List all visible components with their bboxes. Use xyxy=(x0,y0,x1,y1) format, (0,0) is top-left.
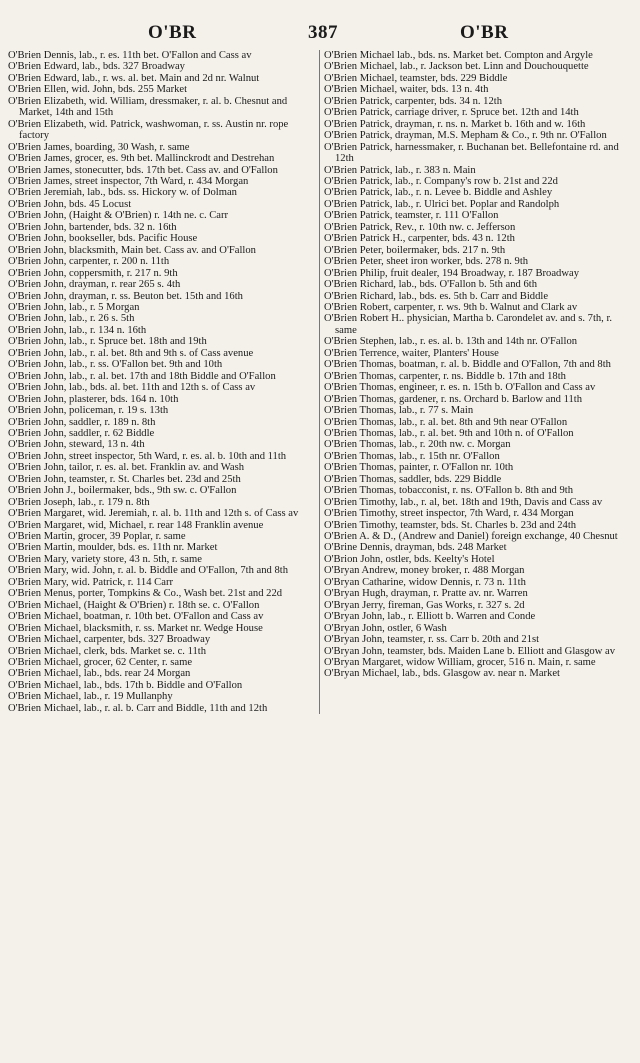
directory-entry: O'Brien John, lab., r. ss. O'Fallon bet. 9th and 10th xyxy=(8,359,223,371)
directory-entry: O'Brien Elizabeth, wid. Patrick, washwoman, r. ss. Austin nr. rope factory xyxy=(8,118,289,142)
directory-entry: O'Brien Thomas, lab., r. 15th nr. O'Fallon xyxy=(324,450,500,462)
directory-entry: O'Brien Michael, blacksmith, r. ss. Market nr. Wedge House xyxy=(8,622,263,634)
directory-entry: O'Brien Patrick, lab., r. Company's row b. 21st and 22d xyxy=(324,175,558,187)
directory-entry: O'Brien Margaret, wid, Michael, r. rear 148 Franklin avenue xyxy=(8,519,264,531)
directory-entry: O'Brien John, steward, 13 n. 4th xyxy=(8,439,145,451)
directory-entry: O'Brien John, lab., r. 134 n. 16th xyxy=(8,324,147,336)
directory-entry: O'Brien Thomas, painter, r. O'Fallon nr. 10th xyxy=(324,462,514,474)
directory-entry: O'Brien Michael, boatman, r. 10th bet. O'Fallon and Cass av xyxy=(8,611,264,623)
directory-entry: O'Brine Dennis, drayman, bds. 248 Market xyxy=(324,542,507,554)
directory-entry: O'Brien Margaret, wid. Jeremiah, r. al. b. 11th and 12th s. of Cass av xyxy=(8,508,299,520)
directory-entry: O'Brien Mary, wid. John, r. al. b. Biddle and O'Fallon, 7th and 8th xyxy=(8,565,289,577)
directory-entry: O'Brien John, carpenter, r. 200 n. 11th xyxy=(8,256,170,268)
directory-entry: O'Brien John, lab., r. al. bet. 17th and 18th Biddle and O'Fallon xyxy=(8,370,276,382)
directory-entry: O'Brien Patrick, carriage driver, r. Spruce bet. 12th and 14th xyxy=(324,107,579,119)
directory-entry: O'Brien Ellen, wid. John, bds. 255 Market xyxy=(8,84,188,96)
directory-entry: O'Bryan Catharine, widow Dennis, r. 73 n. 11th xyxy=(324,576,526,588)
directory-entry: O'Brien Thomas, gardener, r. ns. Orchard b. Barlow and 11th xyxy=(324,393,583,405)
directory-entry: O'Brien Patrick, lab., r. n. Levee b. Biddle and Ashley xyxy=(324,187,553,199)
directory-entry: O'Brien Thomas, lab., r. 20th nw. c. Morgan xyxy=(324,439,511,451)
directory-entry: O'Brien John, saddler, r. 62 Biddle xyxy=(8,427,155,439)
directory-entry: O'Brien John, street inspector, 5th Ward, r. es. al. b. 10th and 11th xyxy=(8,450,287,462)
directory-entry: O'Brien John, (Haight & O'Brien) r. 14th ne. c. Carr xyxy=(8,210,229,222)
right-column xyxy=(320,50,632,714)
directory-entry: O'Brien Edward, lab., r. ws. al. bet. Main and 2d nr. Walnut xyxy=(8,72,260,84)
directory-entry: O'Brien Elizabeth, wid. William, dressmaker, r. al. b. Chesnut and Market, 14th and 15th xyxy=(8,95,288,119)
directory-entry: O'Brien John, lab., r. 26 s. 5th xyxy=(8,313,135,325)
directory-entry: O'Brien Michael, lab., r. al. b. Carr and Biddle, 11th and 12th xyxy=(8,702,268,714)
directory-entry: O'Brien Michael, lab., r. Jackson bet. Linn and Douchouquette xyxy=(324,61,589,73)
directory-entry: O'Brien Edward, lab., bds. 327 Broadway xyxy=(8,61,185,73)
directory-entry: O'Brien Michael, teamster, bds. 229 Biddle xyxy=(324,72,508,84)
directory-entry: O'Brien John, coppersmith, r. 217 n. 9th xyxy=(8,267,178,279)
directory-columns xyxy=(8,50,632,714)
directory-entry: O'Brien Robert H.. physician, Martha b. Carondelet av. and s. 7th, r. same xyxy=(324,313,613,336)
directory-entry: O'Brien John, drayman, r. ss. Beuton bet. 15th and 16th xyxy=(8,290,243,302)
page-header xyxy=(8,22,632,48)
directory-entry: O'Brien Michael, clerk, bds. Market se. c. 11th xyxy=(8,645,207,657)
directory-entry: O'Brien Thomas, engineer, r. es. n. 15th b. O'Fallon and Cass av xyxy=(324,382,596,394)
directory-entry: O'Brien John, lab., r. Spruce bet. 18th and 19th xyxy=(8,336,207,348)
directory-entry: O'Brien Michael, lab., bds. 17th b. Biddle and O'Fallon xyxy=(8,679,243,691)
directory-entry: O'Brien James, boarding, 30 Wash, r. same xyxy=(8,141,190,153)
running-head-right: O'BR xyxy=(460,22,509,43)
directory-entry: O'Brien Jeremiah, lab., bds. ss. Hickory w. of Dolman xyxy=(8,187,237,199)
directory-entry: O'Brien John, lab., bds. al. bet. 11th and 12th s. of Cass av xyxy=(8,382,256,394)
directory-entry: O'Bryan John, teamster, bds. Maiden Lane b. Elliott and Glasgow av xyxy=(324,645,615,657)
directory-entry: O'Brien Patrick, carpenter, bds. 34 n. 12th xyxy=(324,95,503,107)
directory-entry: O'Brien Robert, carpenter, r. ws. 9th b. Walnut and Clark av xyxy=(324,301,578,313)
directory-entry: O'Brien John, teamster, r. St. Charles bet. 23d and 25th xyxy=(8,473,241,485)
directory-entry: O'Brien John, lab., r. 5 Morgan xyxy=(8,301,140,313)
directory-entry: O'Brien John, lab., r. al. bet. 8th and 9th s. of Cass avenue xyxy=(8,347,254,359)
directory-entry: O'Brien Thomas, saddler, bds. 229 Biddle xyxy=(324,473,502,485)
directory-entry: O'Brien Martin, grocer, 39 Poplar, r. same xyxy=(8,531,186,543)
directory-entry: O'Brien Mary, variety store, 43 n. 5th, r. same xyxy=(8,553,202,565)
directory-entry: O'Brien Peter, sheet iron worker, bds. 278 n. 9th xyxy=(324,256,529,268)
directory-entry: O'Brien Thomas, boatman, r. al. b. Biddle and O'Fallon, 7th and 8th xyxy=(324,359,611,371)
directory-entry: O'Brien Michael, waiter, bds. 13 n. 4th xyxy=(324,84,489,96)
directory-entry: O'Brien James, grocer, es. 9th bet. Mallinckrodt and Destrehan xyxy=(8,153,275,165)
directory-entry: O'Brien John, plasterer, bds. 164 n. 10th xyxy=(8,393,179,405)
directory-entry: O'Brien Martin, moulder, bds. es. 11th nr. Market xyxy=(8,542,218,554)
running-head-left: O'BR xyxy=(148,22,197,43)
directory-entry: O'Bryan Michael, lab., bds. Glasgow av. near n. Market xyxy=(324,668,560,680)
directory-entry: O'Bryan Hugh, drayman, r. Pratte av. nr. Warren xyxy=(324,588,528,600)
directory-entry: O'Brien John, tailor, r. es. al. bet. Franklin av. and Wash xyxy=(8,462,245,474)
directory-entry: O'Brien Philip, fruit dealer, 194 Broadway, r. 187 Broadway xyxy=(324,267,579,279)
directory-entry: O'Brien Thomas, lab., r. al. bet. 9th and 10th n. of O'Fallon xyxy=(324,427,574,439)
directory-entry: O'Brien Mary, wid. Patrick, r. 114 Carr xyxy=(8,576,173,588)
directory-entry: O'Brien Michael lab., bds. ns. Market bet. Compton and Argyle xyxy=(324,50,593,61)
directory-entry: O'Brien Patrick H., carpenter, bds. 43 n. 12th xyxy=(324,233,515,245)
directory-entry: O'Brien James, street inspector, 7th Ward, r. 434 Morgan xyxy=(8,175,249,187)
directory-entry: O'Brien Patrick, lab., r. Ulrici bet. Poplar and Randolph xyxy=(324,198,560,210)
directory-entry: O'Bryan John, teamster, r. ss. Carr b. 20th and 21st xyxy=(324,634,540,646)
directory-entry: O'Brien Patrick, teamster, r. 111 O'Fallon xyxy=(324,210,499,222)
directory-entry: O'Brien Peter, boilermaker, bds. 217 n. 9th xyxy=(324,244,506,256)
directory-entry: O'Brien James, stonecutter, bds. 17th bet. Cass av. and O'Fallon xyxy=(8,164,278,176)
directory-entry: O'Brien Patrick, harnessmaker, r. Buchanan bet. Bellefontaine rd. and 12th xyxy=(324,141,619,165)
directory-entry: O'Brien John, policeman, r. 19 s. 13th xyxy=(8,405,169,417)
directory-entry: O'Brien Timothy, lab., r. al, bet. 18th and 19th, Davis and Cass av xyxy=(324,496,603,508)
directory-entry: O'Brien John, saddler, r. 189 n. 8th xyxy=(8,416,156,428)
directory-entry: O'Brien John, drayman, r. rear 265 s. 4th xyxy=(8,279,181,291)
directory-entry: O'Brien Terrence, waiter, Planters' House xyxy=(324,347,499,359)
directory-entry: O'Brien Patrick, lab., r. 383 n. Main xyxy=(324,164,476,176)
directory-entry: O'Brien Michael, (Haight & O'Brien) r. 18th se. c. O'Fallon xyxy=(8,599,260,611)
directory-entry: O'Brien John J., boilermaker, bds., 9th sw. c. O'Fallon xyxy=(8,485,237,497)
directory-entry: O'Brien Patrick, drayman, M.S. Mepham & Co., r. 9th nr. O'Fallon xyxy=(324,130,607,142)
page-number: 387 xyxy=(308,22,338,43)
directory-entry: O'Brion John, ostler, bds. Keelty's Hotel xyxy=(324,553,495,565)
directory-entry: O'Bryan Andrew, money broker, r. 488 Morgan xyxy=(324,565,525,577)
directory-entry: O'Bryan John, ostler, 6 Wash xyxy=(324,622,447,634)
directory-entry: O'Bryan Margaret, widow William, grocer, 516 n. Main, r. same xyxy=(324,657,596,669)
directory-entry: O'Brien Joseph, lab., r. 179 n. 8th xyxy=(8,496,150,508)
directory-entry: O'Brien Michael, carpenter, bds. 327 Broadway xyxy=(8,634,211,646)
directory-entry: O'Brien Richard, lab., bds. es. 5th b. Carr and Biddle xyxy=(324,290,549,302)
directory-entry: O'Brien Thomas, carpenter, r. ns. Biddle b. 17th and 18th xyxy=(324,370,566,382)
directory-entry: O'Brien Richard, lab., bds. O'Fallon b. 5th and 6th xyxy=(324,279,538,291)
directory-entry: O'Brien Michael, lab., bds. rear 24 Morgan xyxy=(8,668,191,680)
directory-entry: O'Brien Timothy, street inspector, 7th Ward, r. 434 Morgan xyxy=(324,508,574,520)
directory-entry: O'Brien John, bartender, bds. 32 n. 16th xyxy=(8,221,177,233)
directory-entry: O'Brien Patrick, drayman, r. ns. n. Market b. 16th and w. 16th xyxy=(324,118,586,130)
directory-entry: O'Bryan Jerry, fireman, Gas Works, r. 327 s. 2d xyxy=(324,599,525,611)
directory-entry: O'Brien John, bookseller, bds. Pacific House xyxy=(8,233,198,245)
directory-entry: O'Brien Menus, porter, Tompkins & Co., Wash bet. 21st and 22d xyxy=(8,588,283,600)
directory-entry: O'Brien Michael, grocer, 62 Center, r. same xyxy=(8,657,193,669)
directory-entry: O'Brien Thomas, lab., r. al. bet. 8th and 9th near O'Fallon xyxy=(324,416,568,428)
directory-entry: O'Brien Timothy, teamster, bds. St. Charles b. 23d and 24th xyxy=(324,519,577,531)
directory-entry: O'Brien Thomas, lab., r. 77 s. Main xyxy=(324,405,474,417)
directory-entry: O'Brien John, blacksmith, Main bet. Cass av. and O'Fallon xyxy=(8,244,256,256)
directory-entry: O'Brien Dennis, lab., r. es. 11th bet. O'Fallon and Cass av xyxy=(8,50,252,61)
directory-entry: O'Brien Thomas, tobacconist, r. ns. O'Fallon b. 8th and 9th xyxy=(324,485,574,497)
directory-entry: O'Brien John, bds. 45 Locust xyxy=(8,198,132,210)
directory-entry: O'Brien Michael, lab., r. 19 Mullanphy xyxy=(8,691,173,703)
directory-entry: O'Brien A. & D., (Andrew and Daniel) foreign exchange, 40 Chesnut xyxy=(324,531,618,543)
directory-entry: O'Brien Stephen, lab., r. es. al. b. 13th and 14th nr. O'Fallon xyxy=(324,336,578,348)
left-column xyxy=(8,50,320,714)
directory-entry: O'Bryan John, lab., r. Elliott b. Warren and Conde xyxy=(324,611,536,623)
directory-entry: O'Brien Patrick, Rev., r. 10th nw. c. Jefferson xyxy=(324,221,516,233)
